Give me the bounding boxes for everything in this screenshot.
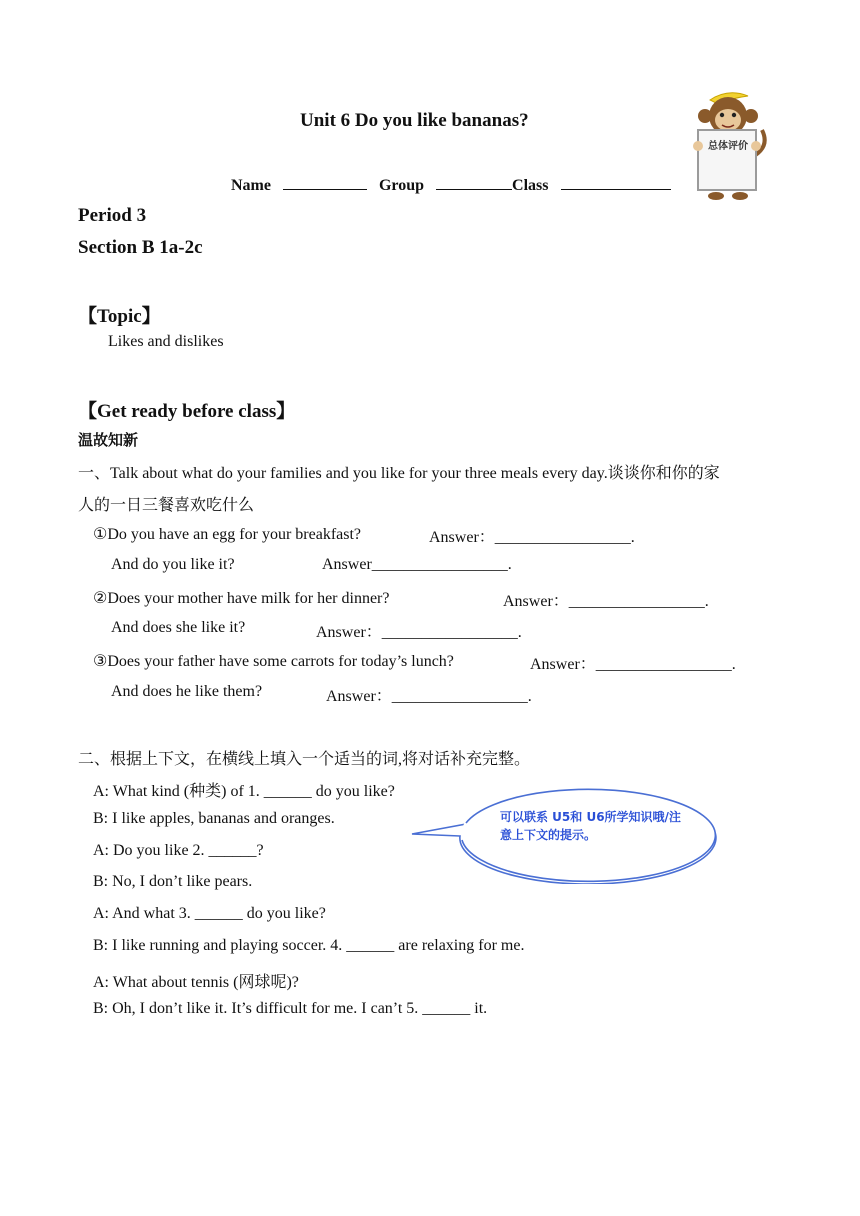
question-item: ①Do you have an egg for your breakfast? xyxy=(93,526,362,543)
dialogue-line: B: No, I don’t like pears. xyxy=(93,873,253,890)
page-title: Unit 6 Do you like bananas? xyxy=(300,110,529,131)
name-label: Name xyxy=(231,177,271,194)
review-subheading: 温故知新 xyxy=(78,431,139,449)
question-item: ②Does your mother have milk for her dinner? xyxy=(93,590,390,607)
class-label: Class xyxy=(512,177,549,194)
answer-field[interactable]: Answer：_________________. xyxy=(326,688,532,705)
question-item: And do you like it? xyxy=(111,556,235,573)
period-heading: Period 3 xyxy=(78,205,147,226)
question-item: And does he like them? xyxy=(111,683,263,700)
answer-field[interactable]: Answer_________________. xyxy=(322,556,512,573)
class-blank[interactable] xyxy=(561,175,671,190)
question1-line1: 一、Talk about what do your families and you like for your three meals every day.谈谈你和你的家 xyxy=(78,465,720,482)
topic-heading: 【Topic】 xyxy=(78,306,161,327)
name-blank[interactable] xyxy=(283,175,367,190)
group-label: Group xyxy=(378,177,425,194)
ready-heading: 【Get ready before class】 xyxy=(78,401,296,422)
answer-field[interactable]: Answer：_________________. xyxy=(530,656,736,673)
dialogue-line: A: What kind (种类) of 1. ______ do you like? xyxy=(93,783,395,800)
dialogue-line: A: And what 3. ______ do you like? xyxy=(93,905,326,922)
answer-field[interactable]: Answer：_________________. xyxy=(429,529,635,546)
dialogue-line: B: I like running and playing soccer. 4. ______ are relaxing for me. xyxy=(93,937,525,954)
bubble-hint-text: 可以联系 U5和 U6所学知识哦/注意上下文的提示。 xyxy=(500,810,681,842)
section-heading: Section B 1a-2c xyxy=(78,237,203,258)
part2-heading: 二、根据上下文，在横线上填入一个适当的词,将对话补充完整。 xyxy=(78,751,531,768)
dialogue-line: A: What about tennis (网球呢)? xyxy=(93,974,299,991)
badge-label: 总体评价 xyxy=(708,141,748,152)
hint-bubble xyxy=(408,780,720,884)
dialogue-line: A: Do you like 2. ______? xyxy=(93,842,264,859)
topic-text: Likes and dislikes xyxy=(108,333,224,350)
dialogue-line: B: Oh, I don’t like it. It’s difficult for me. I can’t 5. ______ it. xyxy=(93,1000,488,1017)
question-item: And does she like it? xyxy=(111,619,246,636)
question-item: ③Does your father have some carrots for today’s lunch? xyxy=(93,653,454,670)
question1-line2: 人的一日三餐喜欢吃什么 xyxy=(78,497,255,514)
answer-field[interactable]: Answer：_________________. xyxy=(316,624,522,641)
group-blank[interactable] xyxy=(436,175,512,190)
monkey-badge xyxy=(688,86,768,202)
dialogue-line: B: I like apples, bananas and oranges. xyxy=(93,810,335,827)
answer-field[interactable]: Answer：_________________. xyxy=(503,593,709,610)
student-info-line xyxy=(231,175,671,195)
